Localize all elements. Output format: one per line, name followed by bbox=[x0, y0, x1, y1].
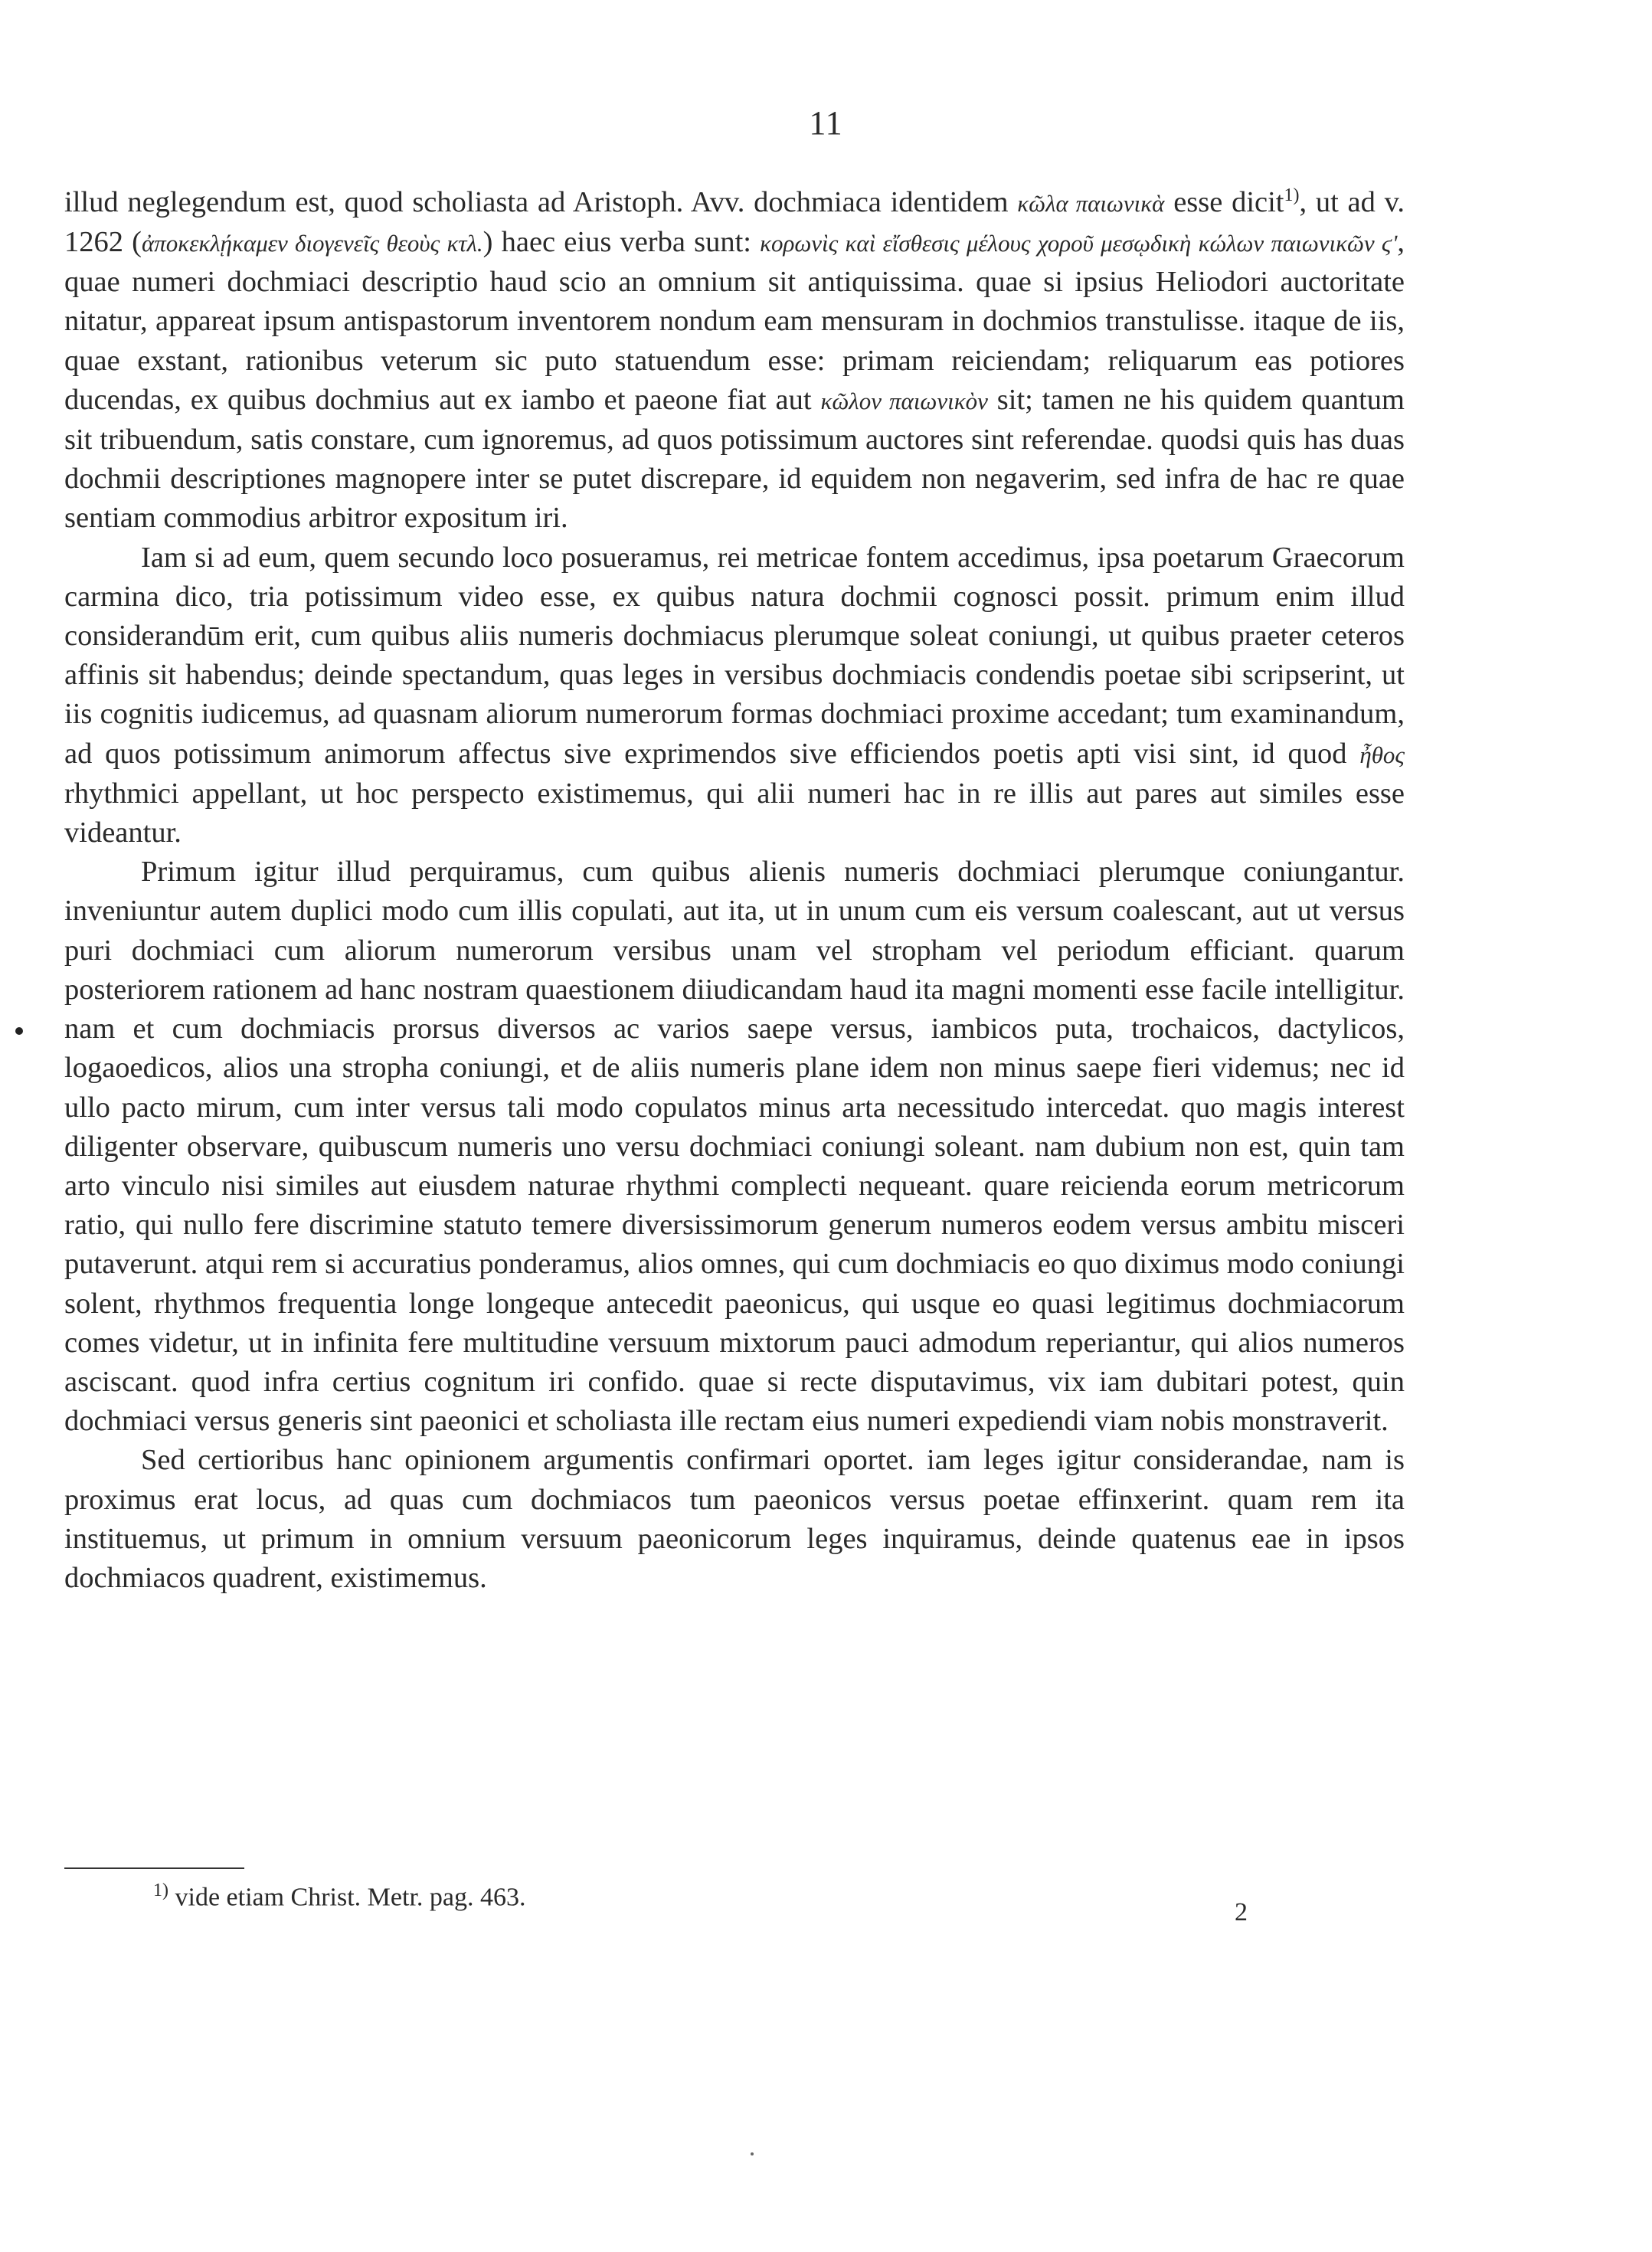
greek-phrase: ἀποκεκλῄκαμεν διογενεῖς θεοὺς κτλ. bbox=[141, 230, 483, 257]
paper-speck bbox=[751, 2152, 754, 2155]
greek-phrase: κῶλα παιωνικὰ bbox=[1017, 189, 1165, 217]
footnote-ref: 1) bbox=[1284, 185, 1300, 205]
paragraph bbox=[64, 176, 1405, 538]
text-run: esse dicit bbox=[1164, 185, 1284, 218]
paragraph bbox=[64, 538, 1405, 853]
sheet-number: 2 bbox=[1235, 1898, 1248, 1926]
text-run: sit; tamen ne his quidem quantum sit tribuendum, satis constare, cum ignoremus, ad quos potissimum auctores sint referendae. quodsi quis has duas dochmii descriptiones magnopere inter se putet discrepare, id equidem non negaverim, sed infra de hac re quae sentiam commodius arbitror expositum iri. bbox=[64, 383, 1405, 535]
greek-phrase: κορωνὶς καὶ εἴσθεσις μέλους χοροῦ μεσῳδικὴ κώλων παιωνικῶν ϛʹ bbox=[760, 230, 1398, 257]
paragraph bbox=[64, 1441, 1405, 1598]
greek-phrase: ἦθος bbox=[1359, 741, 1405, 768]
footnote-text: vide etiam Christ. Metr. pag. 463. bbox=[168, 1883, 526, 1912]
page-number: 11 bbox=[809, 104, 843, 142]
greek-phrase: κῶλον παιωνικὸν bbox=[820, 387, 988, 414]
text-run: Iam si ad eum, quem secundo loco posueramus, rei metricae fontem accedimus, ipsa poetarum Graecorum carmina dico, tria potissimum video esse, ex quibus natura dochmii cognosci possit. primum enim illud considerandūm erit, cum quibus aliis numeris dochmiacus plerumque soleat coniungi, ut quibus praeter ceteros affinis sit habendus; deinde spectandum, quas leges in versibus dochmiacis condendis poetae sibi scripserint, ut iis cognitis iudicemus, ad quasnam aliorum numerorum formas dochmiaci proxime accedant; tum examinandum, ad quos potissimum animorum affectus sive exprimendos sive efficiendos poetis apti visi sint, id quod bbox=[64, 541, 1405, 770]
text-run: rhythmici appellant, ut hoc perspecto existimemus, qui alii numeri hac in re illis aut pares aut similes esse videantur. bbox=[64, 777, 1405, 849]
text-run: Sed certioribus hanc opinionem argumentis confirmari oportet. iam leges igitur considerandae, nam is proximus erat locus, ad quas cum dochmiacos tum paeonicos versus poetae effinxerint. quam rem ita instituemus, ut primum in omnium versuum paeonicorum leges inquiramus, deinde quatenus eae in ipsos dochmiacos quadrent, existimemus. bbox=[64, 1444, 1405, 1594]
text-run: ) haec eius verba sunt: bbox=[483, 226, 761, 259]
text-run: illud neglegendum est, quod scholiasta ad Aristoph. Avv. dochmiaca identidem bbox=[64, 185, 1018, 218]
body-text bbox=[64, 176, 1405, 1598]
footnote-divider bbox=[64, 1867, 244, 1869]
paragraph bbox=[64, 853, 1405, 1441]
text-run: , quae numeri dochmiaci descriptio haud scio an omnium sit antiquissima. quae si ipsius Heliodori auctoritate nitatur, appareat ipsum antispastorum inventorem nondum eam mensuram in dochmios transtulisse. itaque de iis, quae exstant, rationibus veterum sic puto statuendum esse: primam reiciendam; reliquarum eas potiores ducendas, ex quibus dochmius aut ex iambo et paeone fiat aut bbox=[64, 226, 1405, 416]
text-run: , ut ad v. 1262 ( bbox=[64, 185, 1405, 259]
footnote bbox=[153, 1874, 526, 1914]
margin-mark bbox=[15, 1027, 23, 1035]
footnote-marker: 1) bbox=[153, 1880, 168, 1900]
text-run: Primum igitur illud perquiramus, cum quibus alienis numeris dochmiaci plerumque coniungantur. inveniuntur autem duplici modo cum illis copulati, aut ita, ut in unum cum eis versum coalescant, aut ut versus puri dochmiaci cum aliorum numerorum versibus unam vel stropham vel periodum efficiant. quarum posteriorem rationem ad hanc nostram quaestionem diiudicandam haud ita magni momenti esse facile intelligitur. nam et cum dochmiacis prorsus diversos ac varios saepe versus, iambicos puta, trochaicos, dactylicos, logaoedicos, alios una stropha coniungi, et de aliis numeris plane idem non minus saepe fieri videmus; nec id ullo pacto mirum, cum inter versus tali modo copulatos minus arta necessitudo intercedat. quo magis interest diligenter observare, quibuscum numeris uno versu dochmiaci coniungi soleant. nam dubium non est, quin tam arto vinculo nisi similes aut eiusdem naturae rhythmi complecti nequeant. quare reicienda eorum metricorum ratio, qui nullo fere discrimine statuto temere diversissimorum generum numeros eodem versus ambitu misceri putaverunt. atqui rem si accuratius ponderamus, alios omnes, qui cum dochmiacis eo quo diximus modo coniungi solent, rhythmos frequentia longe longeque antecedit paeonicus, qui usque eo quasi legitimus dochmiacorum comes videtur, ut in infinita fere multitudine versuum mixtorum pauci admodum reperiantur, qui alios numeros asciscant. quod infra certius cognitum iri confido. quae si recte disputavimus, vix iam dubitari potest, quin dochmiaci versus generis sint paeonici et scholiasta ille rectam eius numeri expediendi viam nobis monstraverit. bbox=[64, 856, 1405, 1438]
